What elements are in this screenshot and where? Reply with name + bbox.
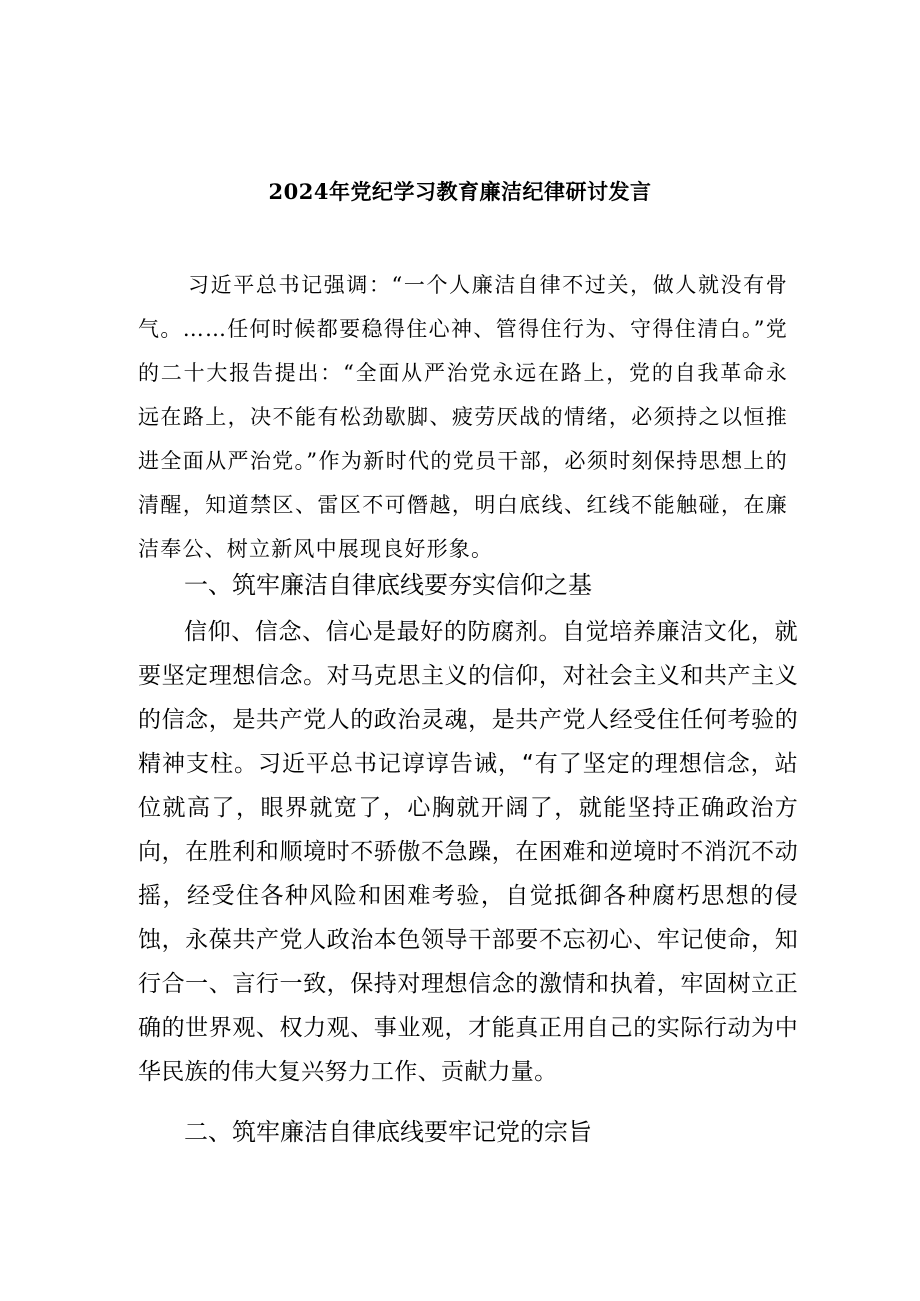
- section-heading-1: 一、筑牢廉洁自律底线要夯实信仰之基: [184, 571, 592, 599]
- section-paragraph-1: 信仰、信念、信心是最好的防腐剂。自觉培养廉洁文化，就要坚定理想信念。对马克思主义的信仰，对社会主义和共产主义的信念，是共产党人的政治灵魂，是共产党人经受住任何考验的精神支柱。习近平总书记谆谆告诫，“有了坚定的理想信念，站位就高了，眼界就宽了，心胸就开阔了，就能坚持正确政治方向，在胜利和顺境时不骄傲不急躁，在困难和逆境时不消沉不动摇，经受住各种风险和困难考验，自觉抵御各种腐朽思想的侵蚀，永葆共产党人政治本色领导干部要不忘初心、牢记使命，知行合一、言行一致，保持对理想信念的激情和执着，牢固树立正确的世界观、权力观、事业观，才能真正用自己的实际行动为中华民族的伟大复兴努力工作、贡献力量。: [138, 619, 798, 1085]
- section-heading-2: 二、筑牢廉洁自律底线要牢记党的宗旨: [184, 1118, 592, 1146]
- document-title: 2024年党纪学习教育廉洁纪律研讨发言: [268, 179, 652, 204]
- intro-paragraph: 习近平总书记强调：“一个人廉洁自律不过关，做人就没有骨气。……任何时候都要稳得住心神、管得住行为、守得住清白。”党的二十大报告提出：“全面从严治党永远在路上，党的自我革命永远在路上，决不能有松劲歇脚、疲劳厌战的情绪，必须持之以恒推进全面从严治党。”作为新时代的党员干部，必须时刻保持思想上的清醒，知道禁区、雷区不可僭越，明白底线、红线不能触碰，在廉洁奉公、树立新风中展现良好形象。: [138, 273, 788, 561]
